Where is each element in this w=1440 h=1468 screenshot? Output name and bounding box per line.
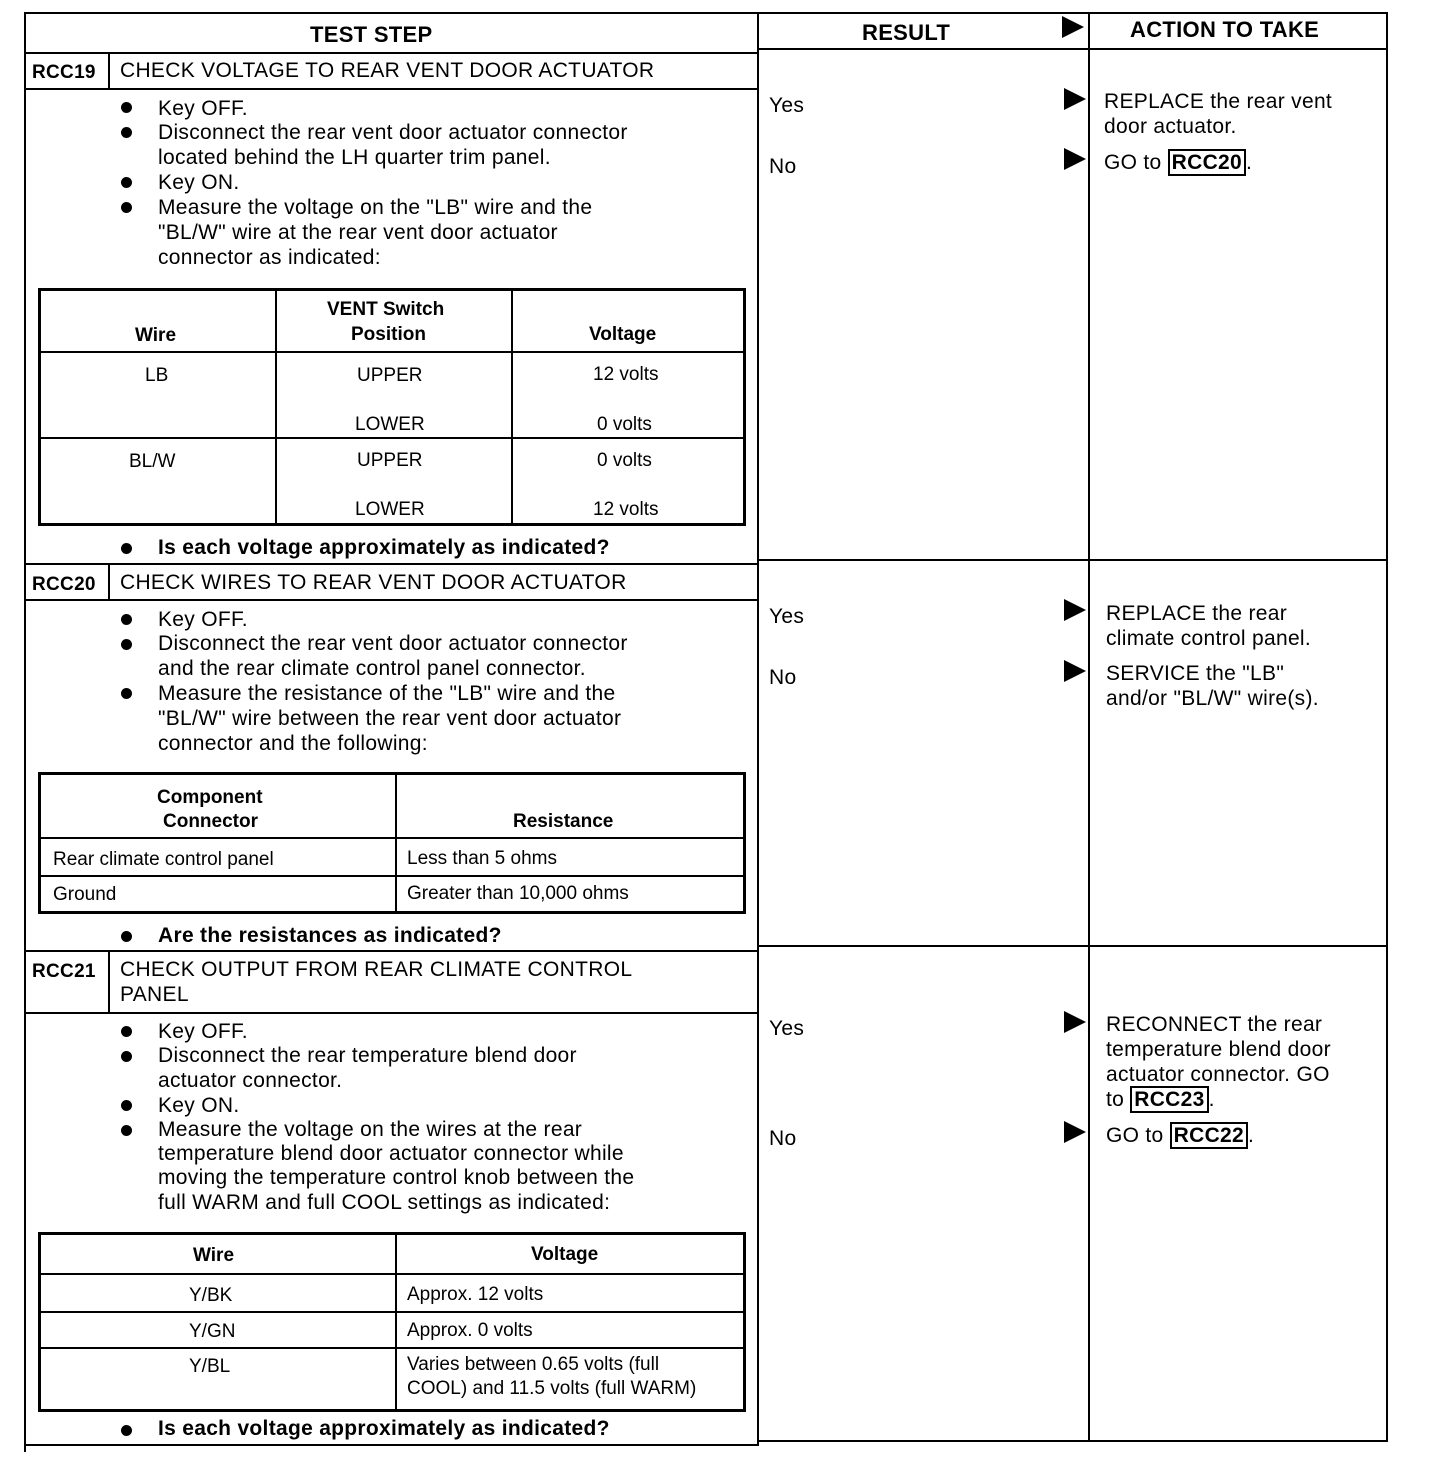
action-goto bbox=[1106, 1123, 1254, 1148]
bullet-icon bbox=[121, 202, 132, 213]
rcc20-bottom bbox=[24, 950, 758, 952]
action-text: RECONNECT the rear bbox=[1106, 1013, 1323, 1036]
action-text: REPLACE the rear vent bbox=[1104, 90, 1333, 113]
step-reference-link[interactable]: RCC22 bbox=[1170, 1122, 1248, 1149]
voltage-table bbox=[38, 288, 746, 526]
action-text: REPLACE the rear bbox=[1106, 602, 1288, 625]
step-id: RCC19 bbox=[32, 62, 96, 83]
bullet-icon bbox=[121, 639, 132, 650]
step-title: CHECK OUTPUT FROM REAR CLIMATE CONTROL bbox=[120, 958, 633, 981]
bullet-text: Disconnect the rear vent door actuator connector bbox=[158, 632, 628, 655]
bullet-text: temperature blend door actuator connector while bbox=[158, 1142, 624, 1165]
frame-top bbox=[24, 12, 1388, 14]
rcc21-bottom bbox=[24, 1444, 758, 1446]
bullet-icon bbox=[121, 614, 132, 625]
action-text: temperature blend door bbox=[1106, 1038, 1331, 1061]
column-header: Voltage bbox=[512, 290, 745, 353]
bullet-text: Measure the resistance of the "LB" wire and the bbox=[158, 682, 616, 705]
table-row: LB UPPER LOWER 12 volts 0 volts bbox=[40, 352, 745, 438]
arrow-icon bbox=[1064, 88, 1086, 110]
action-prefix: GO to bbox=[1106, 1124, 1170, 1147]
action-goto bbox=[1104, 150, 1252, 175]
rcc20-bottom-right bbox=[758, 945, 1388, 947]
bullet-icon bbox=[121, 543, 132, 554]
frame-left bbox=[24, 12, 26, 1452]
action-text: door actuator. bbox=[1104, 115, 1237, 138]
bullet-icon bbox=[121, 1100, 132, 1111]
action-text: SERVICE the "LB" bbox=[1106, 662, 1285, 685]
bullet-text: actuator connector. bbox=[158, 1069, 343, 1092]
result-no: No bbox=[769, 666, 797, 689]
bullet-icon bbox=[121, 102, 132, 113]
step-id: RCC21 bbox=[32, 961, 96, 982]
bullet-text: Key OFF. bbox=[158, 97, 248, 120]
bullet-text: Disconnect the rear vent door actuator connector bbox=[158, 121, 628, 144]
action-suffix: . bbox=[1248, 1124, 1255, 1147]
arrow-icon bbox=[1064, 148, 1086, 170]
bullet-text: Key OFF. bbox=[158, 608, 248, 631]
bullet-text: Disconnect the rear temperature blend door bbox=[158, 1044, 577, 1067]
step-question: Are the resistances as indicated? bbox=[158, 924, 502, 947]
rcc19-title-bottom bbox=[24, 88, 758, 90]
bullet-text: located behind the LH quarter trim panel. bbox=[158, 146, 551, 169]
bullet-icon bbox=[121, 1051, 132, 1062]
bullet-text: connector as indicated: bbox=[158, 246, 381, 269]
bullet-text: "BL/W" wire at the rear vent door actuator bbox=[158, 221, 558, 244]
divider-action bbox=[1088, 12, 1090, 1442]
step-title: CHECK WIRES TO REAR VENT DOOR ACTUATOR bbox=[120, 571, 627, 594]
table-row: Rear climate control panel Less than 5 ohms bbox=[40, 838, 745, 876]
rcc21-bottom-right bbox=[758, 1440, 1388, 1442]
table-row: Y/BL Varies between 0.65 volts (full COOL) and 11.5 volts (full WARM) bbox=[40, 1348, 745, 1411]
bullet-text: moving the temperature control knob between the bbox=[158, 1166, 635, 1189]
arrow-icon bbox=[1064, 599, 1086, 621]
action-goto bbox=[1106, 1087, 1215, 1112]
bullet-text: Measure the voltage on the "LB" wire and the bbox=[158, 196, 593, 219]
header-bottom-right bbox=[758, 48, 1388, 50]
action-suffix: . bbox=[1246, 151, 1253, 174]
rcc19-id-divider bbox=[108, 52, 110, 90]
resistance-table bbox=[38, 772, 746, 914]
column-header: Voltage bbox=[396, 1234, 745, 1275]
step-title: CHECK VOLTAGE TO REAR VENT DOOR ACTUATOR bbox=[120, 59, 655, 82]
bullet-icon bbox=[121, 688, 132, 699]
arrow-icon bbox=[1064, 1011, 1086, 1033]
rcc21-title-bottom bbox=[24, 1012, 758, 1014]
action-suffix: . bbox=[1208, 1088, 1215, 1111]
step-id: RCC20 bbox=[32, 574, 96, 595]
table-row: BL/W UPPER LOWER 0 volts 12 volts bbox=[40, 438, 745, 525]
bullet-text: and the rear climate control panel connector. bbox=[158, 657, 586, 680]
result-no: No bbox=[769, 155, 797, 178]
header-action: ACTION TO TAKE bbox=[1130, 17, 1320, 42]
bullet-icon bbox=[121, 177, 132, 188]
bullet-text: Key ON. bbox=[158, 171, 240, 194]
rcc19-bottom bbox=[24, 563, 758, 565]
step-title: PANEL bbox=[120, 983, 189, 1006]
frame-right bbox=[1386, 12, 1388, 1442]
table-row: Y/GN Approx. 0 volts bbox=[40, 1312, 745, 1348]
result-yes: Yes bbox=[769, 605, 805, 628]
column-header: VENT Switch Position bbox=[276, 290, 512, 353]
step-question: Is each voltage approximately as indicated? bbox=[158, 536, 610, 559]
column-header: Component Connector bbox=[40, 774, 397, 839]
action-text: and/or "BL/W" wire(s). bbox=[1106, 687, 1319, 710]
action-text: actuator connector. GO bbox=[1106, 1063, 1330, 1086]
action-prefix: to bbox=[1106, 1088, 1131, 1111]
divider-result bbox=[757, 12, 759, 1446]
result-yes: Yes bbox=[769, 94, 805, 117]
column-header: Resistance bbox=[396, 774, 745, 839]
bullet-icon bbox=[121, 1125, 132, 1136]
action-text: climate control panel. bbox=[1106, 627, 1312, 650]
rcc21-id-divider bbox=[108, 950, 110, 1012]
bullet-icon bbox=[121, 1425, 132, 1436]
header-test-step: TEST STEP bbox=[310, 22, 433, 47]
bullet-text: connector and the following: bbox=[158, 732, 428, 755]
bullet-text: Key OFF. bbox=[158, 1020, 248, 1043]
bullet-icon bbox=[121, 1026, 132, 1037]
step-reference-link[interactable]: RCC23 bbox=[1130, 1086, 1208, 1113]
rcc19-bottom-right bbox=[758, 559, 1388, 561]
rcc20-id-divider bbox=[108, 563, 110, 601]
header-bottom-left bbox=[24, 52, 758, 54]
action-prefix: GO to bbox=[1104, 151, 1168, 174]
table-row: Y/BK Approx. 12 volts bbox=[40, 1274, 745, 1312]
bullet-text: full WARM and full COOL settings as indicated: bbox=[158, 1191, 611, 1214]
result-no: No bbox=[769, 1127, 797, 1150]
output-voltage-table bbox=[38, 1232, 746, 1412]
bullet-text: Measure the voltage on the wires at the rear bbox=[158, 1118, 583, 1141]
rcc20-title-bottom bbox=[24, 599, 758, 601]
bullet-icon bbox=[121, 931, 132, 942]
step-reference-link[interactable]: RCC20 bbox=[1168, 149, 1246, 176]
arrow-icon bbox=[1064, 660, 1086, 682]
bullet-text: "BL/W" wire between the rear vent door actuator bbox=[158, 707, 622, 730]
column-header: Wire bbox=[40, 290, 277, 353]
bullet-text: Key ON. bbox=[158, 1094, 240, 1117]
header-result: RESULT bbox=[862, 20, 951, 45]
bullet-icon bbox=[121, 127, 132, 138]
table-row: Ground Greater than 10,000 ohms bbox=[40, 876, 745, 913]
step-question: Is each voltage approximately as indicated? bbox=[158, 1417, 610, 1440]
result-yes: Yes bbox=[769, 1017, 805, 1040]
header-arrow-icon bbox=[1062, 16, 1084, 38]
arrow-icon bbox=[1064, 1121, 1086, 1143]
column-header: Wire bbox=[40, 1234, 397, 1275]
